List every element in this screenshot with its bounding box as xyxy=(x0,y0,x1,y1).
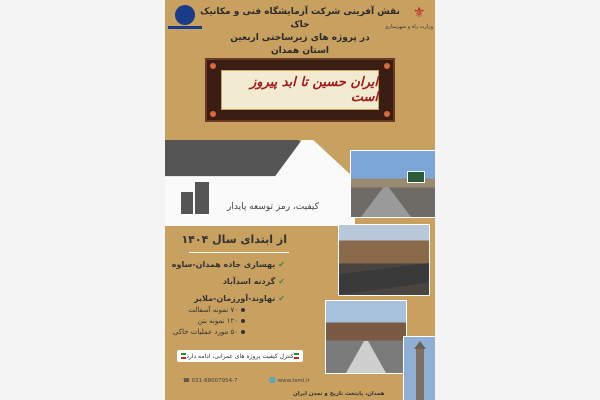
ornament-icon xyxy=(210,111,216,117)
road-sign-icon xyxy=(407,171,425,183)
check-icon: ✔ xyxy=(278,294,285,303)
flag-icon xyxy=(294,353,299,359)
ornament-icon xyxy=(210,63,216,69)
road-photo-mountain-pass xyxy=(338,224,430,296)
bullet-icon xyxy=(241,308,245,312)
header-line-1: نقش آفرینی شرکت آزمایشگاه فنی و مکانیک خاک xyxy=(200,7,400,30)
building-icon xyxy=(181,182,211,214)
project-list xyxy=(172,256,285,307)
bullet-icon xyxy=(241,330,245,334)
list-item: ۱۲۰ نمونه بتن xyxy=(173,316,245,327)
flag-icon xyxy=(181,353,186,359)
calligraphy-frame xyxy=(221,70,379,110)
quality-banner xyxy=(177,350,303,362)
road-photo-canyon xyxy=(325,300,407,374)
ornament-icon xyxy=(384,111,390,117)
ministry-emblem-icon: ⚜ xyxy=(412,5,426,21)
check-icon: ✔ xyxy=(278,260,285,269)
stats-list xyxy=(173,305,245,338)
footer-text: همدان، پایتخت تاریخ و تمدن ایران xyxy=(293,391,385,397)
company-logo-icon xyxy=(175,5,195,25)
ornament-icon xyxy=(384,63,390,69)
bullet-icon xyxy=(241,319,245,323)
list-item: ۷۰ نمونه آسفالت xyxy=(173,305,245,316)
tower-icon xyxy=(416,349,424,400)
banner-text: کنترل کیفیت پروژه های عمرانی، ادامه دارد xyxy=(186,352,294,360)
monument-photo xyxy=(403,336,435,400)
phone-number: ☎ 031-88007954-7 xyxy=(183,378,238,384)
poster xyxy=(165,0,435,400)
list-item: ✔نهاوند-آورزمان-ملایر xyxy=(194,294,285,303)
road-photo-highway xyxy=(350,150,435,218)
header-line-2: در پروژه های زیرساختی اربعین xyxy=(230,33,370,43)
list-item: ✔گردنه اسدآباد xyxy=(222,277,285,286)
list-item: ✔بهسازی جاده همدان-ساوه xyxy=(171,260,285,269)
calligraphy-panel xyxy=(205,58,395,122)
website: 🌐 www.tsml.ir xyxy=(269,378,310,384)
check-icon: ✔ xyxy=(278,277,285,286)
divider xyxy=(189,252,289,253)
calligraphy-text: ایران حسین تا ابد پیروز است xyxy=(249,75,378,105)
ministry-caption: وزارت راه و شهرسازی xyxy=(384,24,433,30)
tagline: کیفیت، رمز توسعه پایدار xyxy=(227,202,319,212)
list-item: ۵۰ مورد عملیات خاکی xyxy=(173,327,245,338)
subtitle: از ابتدای سال ۱۴۰۴ xyxy=(181,233,287,246)
poster-header xyxy=(195,6,405,58)
header-line-3: استان همدان xyxy=(270,46,330,56)
